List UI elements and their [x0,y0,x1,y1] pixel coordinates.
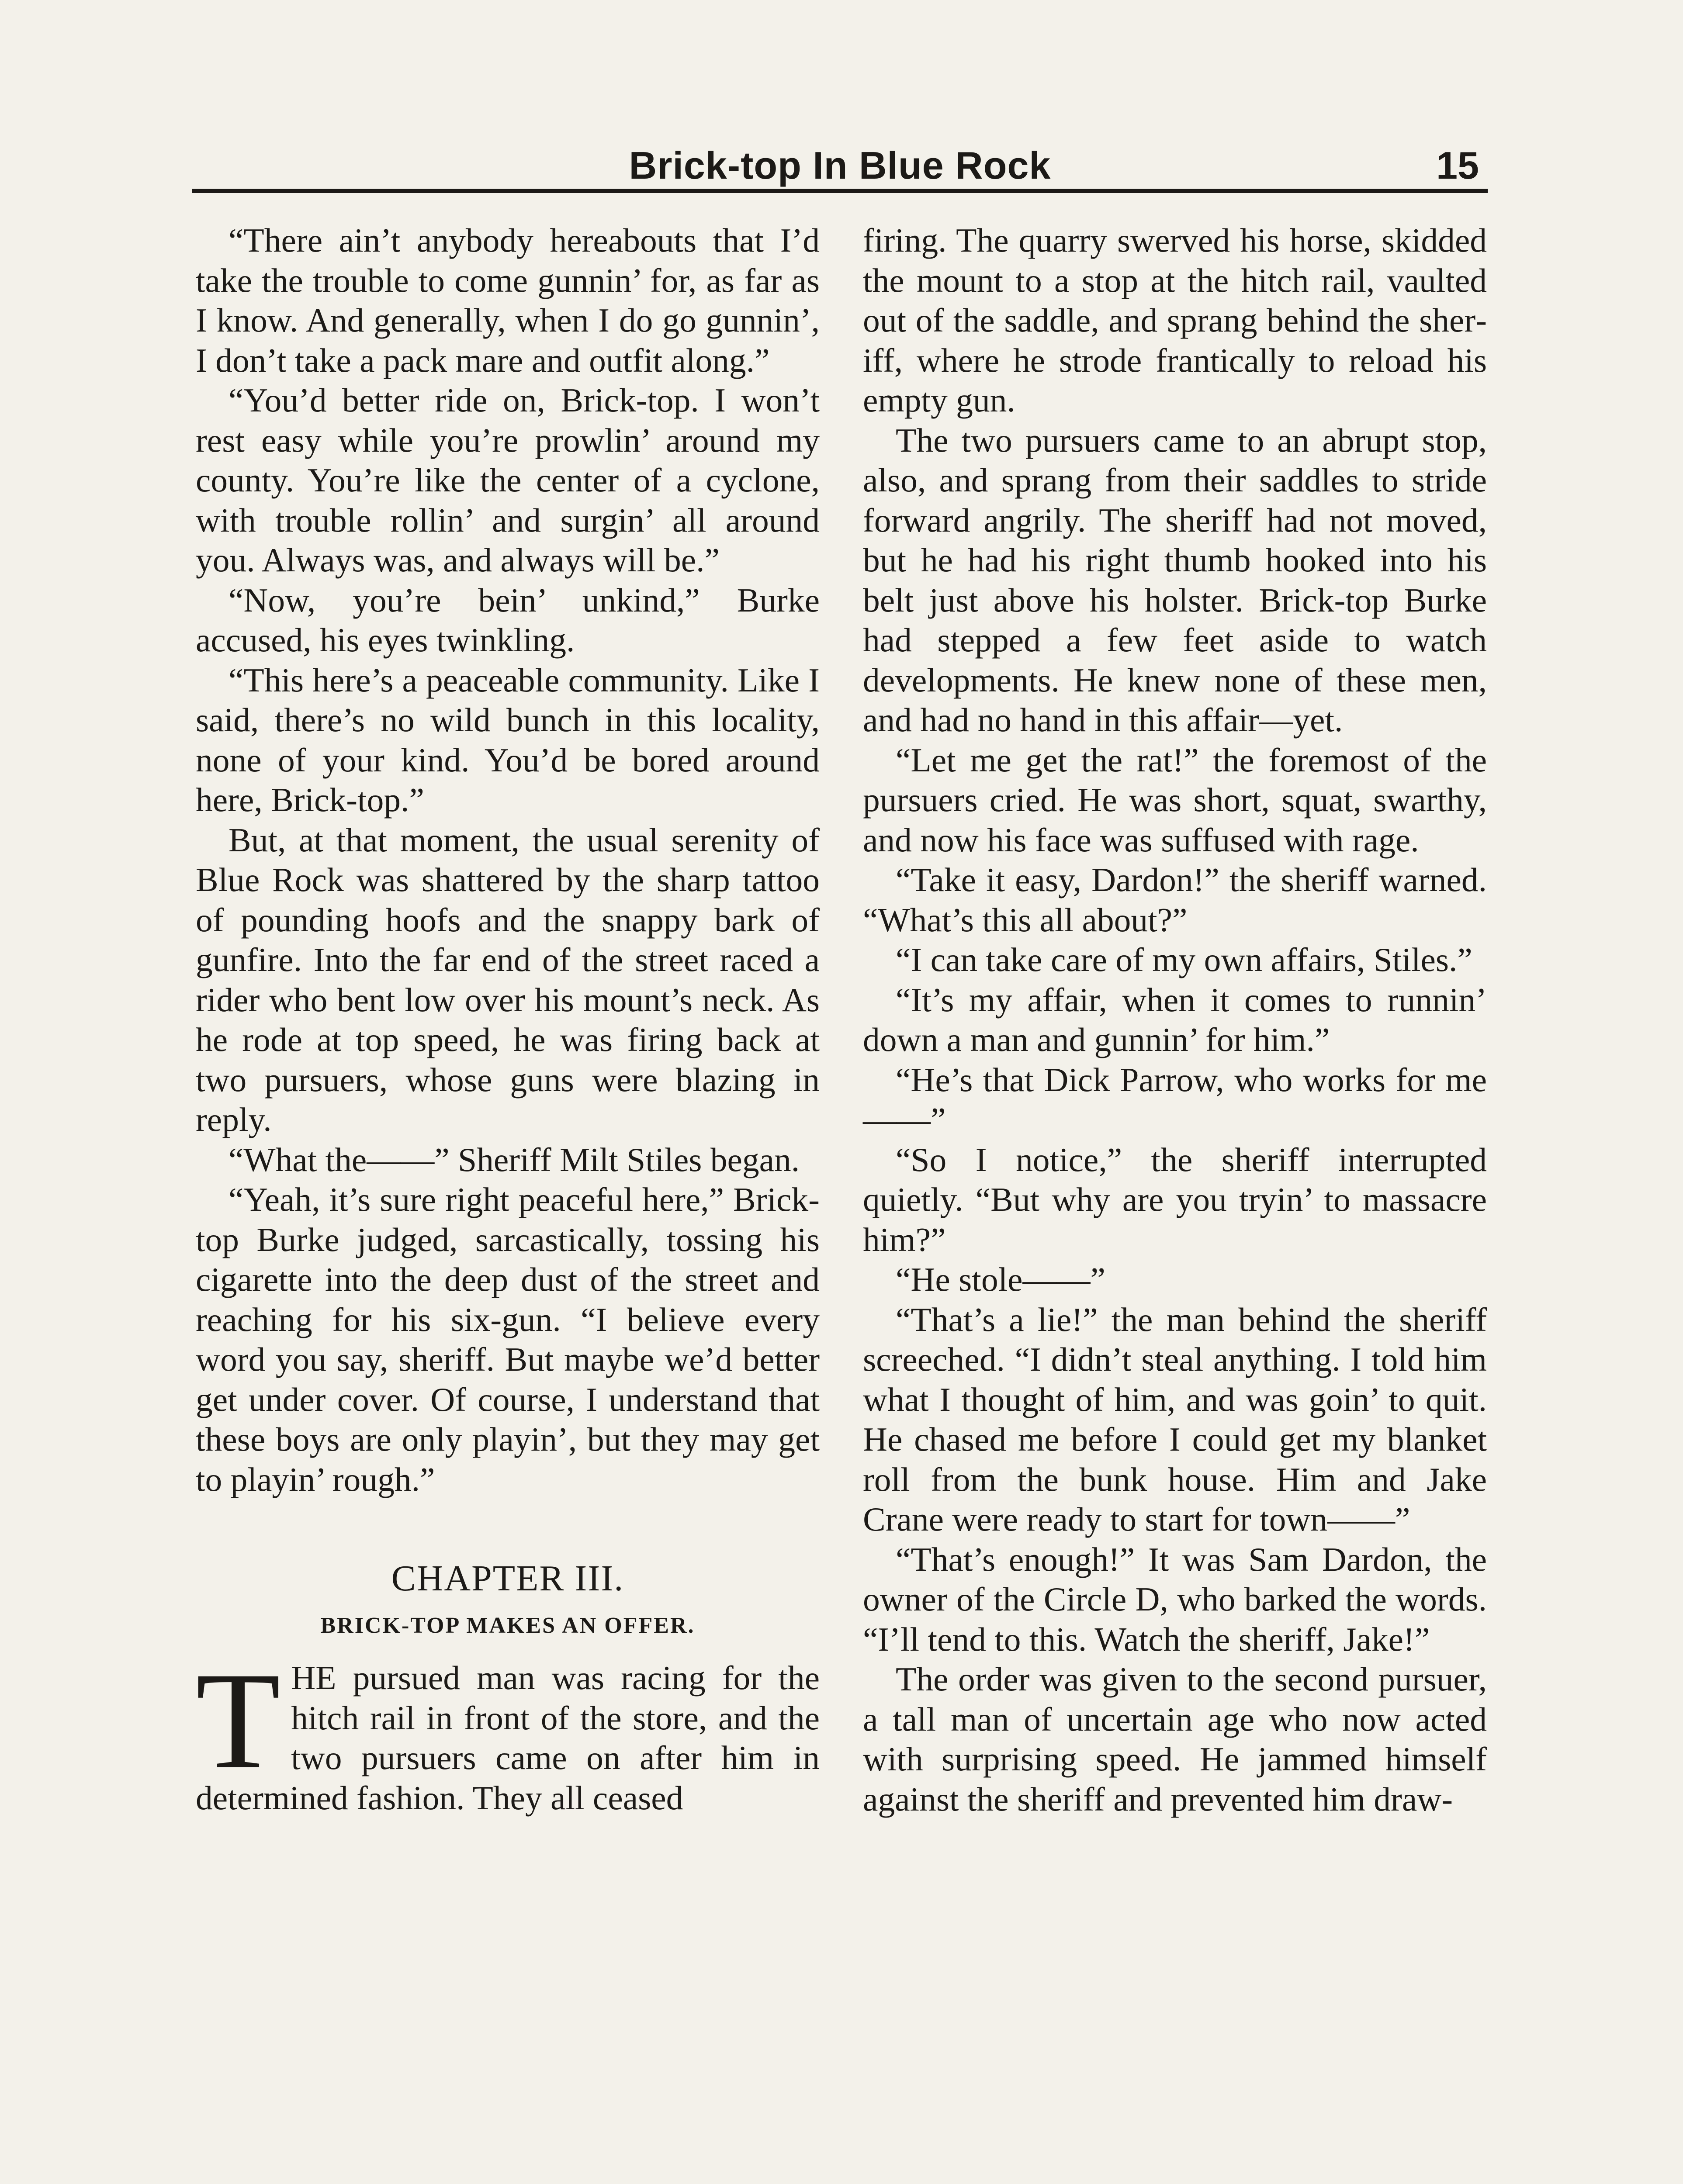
paragraph-text: HE pursued man was racing for the hitch rail in front of the store, and the two pursuers came on after him in determined fashion. They all ceased [196,1659,820,1817]
drop-cap: T [196,1644,281,1797]
paragraph: “Yeah, it’s sure right peaceful here,” Brick-top Burke judged, sarcastically, tossing his cigarette into the deep dust of the street and reaching for his six-gun. “I believe every word you say, sheriff. But maybe we’d better get under cover. Of course, I understand that these boys are only playin’, but they may get to playin’ rough.” [196,1181,820,1498]
page-header [192,140,1488,192]
chapter-title: CHAPTER III. [391,1558,624,1599]
paragraph: “He’s that Dick Parrow, who works for me——” [863,1061,1487,1138]
paragraph: “Now, you’re bein’ unkind,” Burke accused, his eyes twinkling. [196,581,820,659]
right-column [863,221,1487,1819]
header-rule [192,189,1488,193]
paragraph: “That’s enough!” It was Sam Dardon, the owner of the Circle D, who barked the words. “I’ll tend to this. Watch the sheriff, Jake!” [863,1540,1487,1658]
paragraph: The order was given to the second pursuer, a tall man of uncertain age who now acted with surprising speed. He jammed himself against the sheriff and prevented him draw- [863,1660,1487,1818]
paragraph: “You’d better ride on, Brick-top. I won’t rest easy while you’re prowlin’ around my county. You’re like the center of a cyclone, with trouble rollin’ and surgin’ all around you. Always was, and always will be.” [196,381,820,579]
paragraph: “I can take care of my own affairs, Stiles.” [896,941,1472,978]
left-column [196,221,820,1818]
paragraph: firing. The quarry swerved his horse, skidded the mount to a stop at the hitch rail, vaulted out of the saddle, and sprang behind the sheriff, where he strode frantically to reload his empty gun. [863,221,1487,419]
paragraph: “What the——” Sheriff Milt Stiles began. [229,1140,800,1178]
paragraph: “It’s my affair, when it comes to runnin’ down a man and gunnin’ for him.” [863,981,1487,1058]
paragraph: “There ain’t anybody hereabouts that I’d take the trouble to come gunnin’ for, as far as I know. And generally, when I do go gunnin’, I don’t take a pack mare and outfit along.” [196,221,820,379]
paragraph: “So I notice,” the sheriff interrupted quietly. “But why are you tryin’ to massacre him?” [863,1140,1487,1258]
paragraph: But, at that moment, the usual serenity of Blue Rock was shattered by the sharp tattoo of pounding hoofs and the snappy bark of gunfire. Into the far end of the street raced a rider who bent low over his mount’s neck. As he rode at top speed, he was firing back at two pursuers, whose guns were blazing in reply. [196,821,820,1138]
paragraph: “This here’s a peaceable community. Like I said, there’s no wild bunch in this locality, none of your kind. You’d be bored around here, Brick-top.” [196,661,820,819]
paragraph: The two pursuers came to an abrupt stop, also, and sprang from their saddles to stride forward angrily. The sheriff had not moved, but he had his right thumb hooked into his belt just above his holster. Brick-top Burke had stepped a few feet aside to watch developments. He knew none of these men, and had no hand in this affair—yet. [863,421,1487,739]
paragraph: “Let me get the rat!” the foremost of the pursuers cried. He was short, squat, swarthy, and now his face was suffused with rage. [863,741,1487,859]
paragraph: “Take it easy, Dardon!” the sheriff warned. “What’s this all about?” [863,861,1487,939]
paragraph: “That’s a lie!” the man behind the sheriff screeched. “I didn’t steal anything. I told him what I thought of him, and was goin’ to quit. He chased me before I could get my blanket roll from the bunk house. Him and Jake Crane were ready to start for town——” [863,1300,1487,1538]
page-number: 15 [1436,144,1479,187]
chapter-subtitle: BRICK-TOP MAKES AN OFFER. [320,1613,695,1638]
running-title: Brick-top In Blue Rock [629,144,1051,187]
chapter-opening-paragraph [196,1644,820,1818]
paragraph: “He stole——” [896,1261,1105,1298]
